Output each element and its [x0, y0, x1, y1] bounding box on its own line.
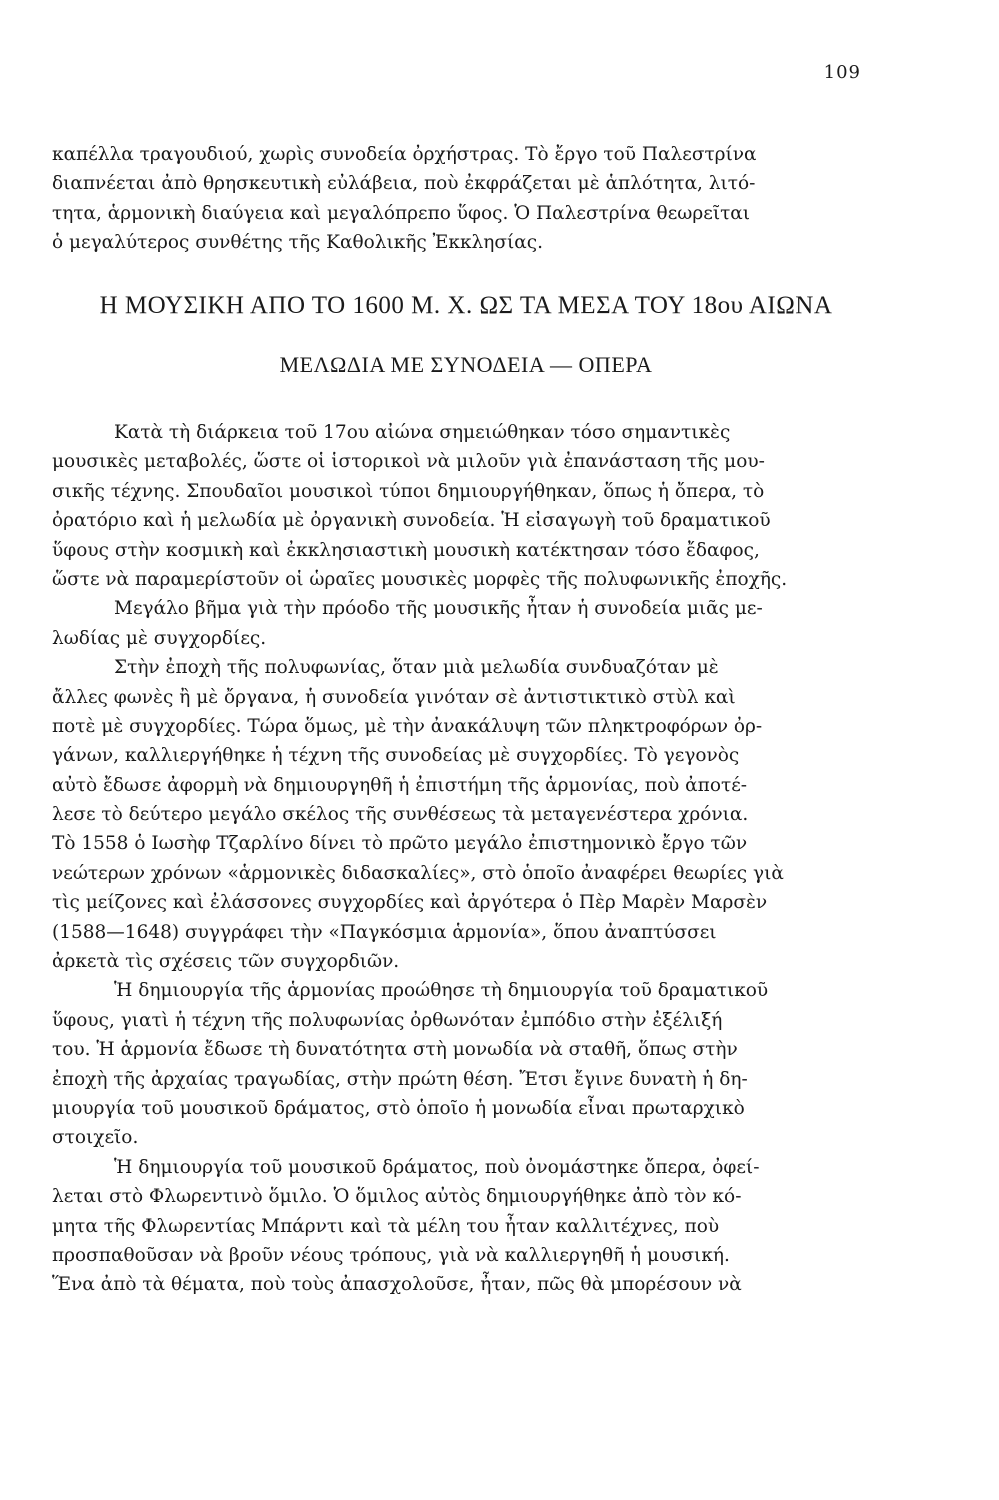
text-line: ἄλλες φωνὲς ἢ μὲ ὄργανα, ἡ συνοδεία γινόταν σὲ ἀντιστικτικὸ στὺλ καὶ: [52, 686, 736, 708]
text-line: Μεγάλο βῆμα γιὰ τὴν πρόοδο τῆς μουσικῆς ἦταν ἡ συνοδεία μιᾶς με-: [114, 598, 763, 620]
text-line: νεώτερων χρόνων «ἁρμονικὲς διδασκαλίες», στὸ ὁποῖο ἀναφέρει θεωρίες γιὰ: [52, 862, 784, 884]
text-line: αὐτὸ ἔδωσε ἀφορμὴ νὰ δημιουργηθῆ ἡ ἐπιστήμη τῆς ἁρμονίας, ποὺ ἀποτέ-: [52, 774, 748, 796]
page-number: 109: [823, 62, 861, 83]
text-line: ὕφους, γιατὶ ἡ τέχνη τῆς πολυφωνίας ὀρθωνόταν ἐμπόδιο στὴν ἐξέλιξή: [52, 1009, 723, 1031]
text-line: μητα τῆς Φλωρεντίας Μπάρντι καὶ τὰ μέλη του ἦταν καλλιτέχνες, ποὺ: [52, 1215, 720, 1237]
text-line: ὕφους στὴν κοσμικὴ καὶ ἐκκλησιαστικὴ μουσικὴ κατέκτησαν τόσο ἔδαφος,: [52, 539, 760, 561]
section-subheading: ΜΕΛΩΔΙΑ ΜΕ ΣΥΝΟΔΕΙΑ — ΟΠΕΡΑ: [279, 352, 653, 377]
text-line: λωδίας μὲ συγχορδίες.: [52, 627, 267, 649]
text-line: τητα, ἁρμονικὴ διαύγεια καὶ μεγαλόπρεπο ὕφος. Ὁ Παλεστρίνα θεωρεῖται: [52, 202, 751, 224]
text-line: τὶς μείζονες καὶ ἐλάσσονες συγχορδίες καὶ ἀργότερα ὁ Πὲρ Μαρὲν Μαρσὲν: [52, 892, 768, 914]
text-line: ὀρατόριο καὶ ἡ μελωδία μὲ ὀργανικὴ συνοδεία. Ἡ εἰσαγωγὴ τοῦ δραματικοῦ: [52, 510, 771, 532]
text-line: μουσικὲς μεταβολές, ὥστε οἱ ἱστορικοὶ νὰ μιλοῦν γιὰ ἐπανάσταση τῆς μου-: [52, 451, 765, 473]
text-line: διαπνέεται ἀπὸ θρησκευτικὴ εὐλάβεια, ποὺ ἐκφράζεται μὲ ἁπλότητα, λιτό-: [52, 173, 756, 195]
text-line: Τὸ 1558 ὁ Ιωσὴφ Τζαρλίνο δίνει τὸ πρῶτο μεγάλο ἐπιστημονικὸ ἔργο τῶν: [52, 833, 748, 855]
text-line: ὁ μεγαλύτερος συνθέτης τῆς Καθολικῆς Ἐκκλησίας.: [52, 232, 543, 254]
text-line: μιουργία τοῦ μουσικοῦ δράματος, στὸ ὁποῖο ἡ μονωδία εἶναι πρωταρχικὸ: [52, 1097, 745, 1119]
body-text: [52, 418, 880, 1300]
section-heading: Η ΜΟΥΣΙΚΗ ΑΠΟ ΤΟ 1600 Μ. Χ. ΩΣ ΤΑ ΜΕΣΑ ΤΟΥ 18ου ΑΙΩΝΑ: [99, 292, 833, 319]
text-line: Ἕνα ἀπὸ τὰ θέματα, ποὺ τοὺς ἀπασχολοῦσε, ἦταν, πῶς θὰ μπορέσουν νὰ: [52, 1274, 742, 1296]
text-line: ἀρκετὰ τὶς σχέσεις τῶν συγχορδιῶν.: [52, 951, 400, 973]
text-line: στοιχεῖο.: [52, 1127, 139, 1149]
text-line: ἐποχὴ τῆς ἀρχαίας τραγωδίας, στὴν πρώτη θέση. Ἔτσι ἔγινε δυνατὴ ἡ δη-: [52, 1068, 748, 1090]
text-line: Κατὰ τὴ διάρκεια τοῦ 17ου αἰώνα σημειώθηκαν τόσο σημαντικὲς: [114, 422, 731, 443]
intro-paragraph: [52, 140, 880, 258]
text-line: Ἡ δημιουργία τῆς ἁρμονίας προώθησε τὴ δημιουργία τοῦ δραματικοῦ: [114, 980, 769, 1002]
text-line: σικῆς τέχνης. Σπουδαῖοι μουσικοὶ τύποι δημιουργήθηκαν, ὅπως ἡ ὄπερα, τὸ: [52, 480, 765, 502]
text-line: καπέλλα τραγουδιού, χωρὶς συνοδεία ὀρχήστρας. Τὸ ἔργο τοῦ Παλεστρίνα: [52, 144, 757, 165]
text-line: προσπαθοῦσαν νὰ βροῦν νέους τρόπους, γιὰ νὰ καλλιεργηθῆ ἡ μουσική.: [52, 1244, 730, 1266]
text-line: ποτὲ μὲ συγχορδίες. Τώρα ὅμως, μὲ τὴν ἀνακάλυψη τῶν πληκτροφόρων ὀρ-: [52, 715, 763, 737]
text-line: ὥστε νὰ παραμερίστοῦν οἱ ὡραῖες μουσικὲς μορφὲς τῆς πολυφωνικῆς ἐποχῆς.: [52, 568, 788, 590]
text-line: γάνων, καλλιεργήθηκε ἡ τέχνη τῆς συνοδείας μὲ συγχορδίες. Τὸ γεγονὸς: [52, 745, 740, 767]
text-line: λεσε τὸ δεύτερο μεγάλο σκέλος τῆς συνθέσεως τὰ μεταγενέστερα χρόνια.: [52, 804, 749, 826]
text-line: (1588—1648) συγγράφει τὴν «Παγκόσμια ἁρμονία», ὅπου ἀναπτύσσει: [52, 921, 717, 943]
text-line: του. Ἡ ἁρμονία ἔδωσε τὴ δυνατότητα στὴ μονωδία νὰ σταθῆ, ὅπως στὴν: [52, 1039, 738, 1061]
text-line: λεται στὸ Φλωρεντινὸ ὅμιλο. Ὁ ὅμιλος αὐτὸς δημιουργήθηκε ἀπὸ τὸν κό-: [52, 1186, 742, 1208]
text-line: Ἡ δημιουργία τοῦ μουσικοῦ δράματος, ποὺ ὀνομάστηκε ὄπερα, ὀφεί-: [114, 1156, 760, 1178]
text-line: Στὴν ἐποχὴ τῆς πολυφωνίας, ὅταν μιὰ μελωδία συνδυαζόταν μὲ: [114, 657, 719, 679]
